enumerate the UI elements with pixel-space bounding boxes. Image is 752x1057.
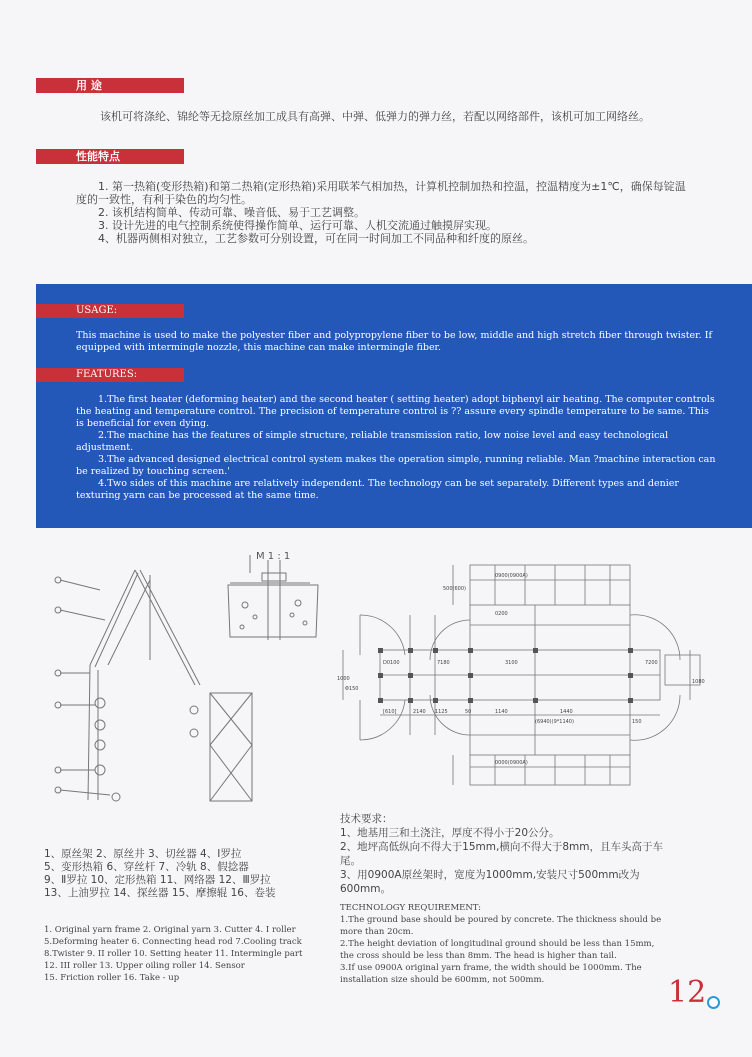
scale-label: M 1 : 1 xyxy=(256,551,291,562)
plan-label: 0000(0900A) xyxy=(495,760,528,766)
legend-en xyxy=(44,924,302,984)
plan-label: 0900(0900A) xyxy=(495,573,528,579)
floor-plan-diagram xyxy=(335,555,710,795)
plan-label: 1000 xyxy=(337,676,350,682)
legend-cn xyxy=(44,848,275,900)
plan-label: 7180 xyxy=(437,660,450,666)
feature-cn-2: 2. 该机结构简单、传动可靠、噪音低、易于工艺调整。 xyxy=(98,206,365,219)
tech-en-title: TECHNOLOGY REQUIREMENT: xyxy=(340,903,482,913)
plan-label: [610] xyxy=(383,709,397,715)
legend-en-line: 1. Original yarn frame 2. Original yarn 3. Cutter 4. I roller xyxy=(44,925,296,935)
feature-cn-3: 3. 设计先进的电气控制系统使得操作简单、运行可靠、人机交流通过触摸屏实现。 xyxy=(98,219,497,232)
features-header-cn: 性能特点 xyxy=(36,149,184,164)
plan-label: 1080 xyxy=(692,679,705,685)
tech-requirement-en xyxy=(340,902,670,986)
plan-label: 500(600) xyxy=(443,586,466,592)
feature-en-1: 1.The first heater (deforming heater) and the second heater ( setting heater) adopt biphenyl air heating. The computer controls the heating and temperature control. The precision of temperature control is ?? assure every spindle temperature to be same. This is beneficial for even dying. xyxy=(76,394,715,429)
plan-label: 1125 xyxy=(435,709,448,715)
usage-text-en: This machine is used to make the polyester fiber and polypropylene fiber to be low, middle and high stretch fiber through twister. If equipped with intermingle nozzle, this machine can make intermingle fiber. xyxy=(76,330,712,353)
legend-cn-line: 5、变形热箱 6、穿丝杆 7、冷轨 8、假捻器 xyxy=(44,861,249,873)
features-list-en xyxy=(76,394,716,502)
legend-en-line: 8.Twister 9. II roller 10. Setting heater 11. Intermingle part xyxy=(44,949,303,959)
features-list-cn xyxy=(76,180,686,245)
tech-en-item: 1.The ground base should be poured by concrete. The thickness should be more than 20cm. xyxy=(340,915,662,937)
tech-en-item: 2.The height deviation of longitudinal ground should be less than 15mm, the cross should be less than 8mm. The head is higher than tail. xyxy=(340,939,655,961)
usage-header-cn: 用 途 xyxy=(36,78,184,93)
plan-label: 7200 xyxy=(645,660,658,666)
usage-header-en: USAGE: xyxy=(36,304,184,318)
page-dot-icon xyxy=(707,996,720,1009)
tech-en-item: 3.If use 0900A original yarn frame, the width should be 1000mm. The installation size should be 600mm, not 500mm. xyxy=(340,963,642,985)
tech-requirement-cn xyxy=(340,812,670,896)
plan-label: 0200 xyxy=(495,611,508,617)
feature-cn-4: 4、机器两侧相对独立，工艺参数可分别设置，可在同一时间加工不同品种和纤度的原丝。 xyxy=(98,232,534,245)
plan-label: 1140 xyxy=(495,709,508,715)
plan-label: 1440 xyxy=(560,709,573,715)
feature-en-3: 3.The advanced designed electrical control system makes the operation simple, running reliable. Man ?machine interaction can be realized by touching screen.' xyxy=(76,454,716,477)
tech-cn-title: 技术要求： xyxy=(340,813,393,825)
legend-en-line: 12. III roller 13. Upper oiling roller 14. Sensor xyxy=(44,961,245,971)
legend-cn-line: 13、上油罗拉 14、探丝器 15、摩擦辊 16、卷装 xyxy=(44,887,276,899)
tech-cn-item: 2、地坪高低纵向不得大于15mm,横向不得大于8mm，且车头高于车尾。 xyxy=(340,841,663,867)
plan-label: 2140 xyxy=(413,709,426,715)
feature-cn-1: 1. 第一热箱(变形热箱)和第二热箱(定形热箱)采用联苯气相加热，计算机控制加热和控温，控温精度为±1℃，确保每锭温度的一致性，有利于染色的均匀性。 xyxy=(76,180,686,206)
side-elevation-diagram xyxy=(50,545,330,815)
page-number: 12 xyxy=(668,975,707,1010)
plan-label: 3100 xyxy=(505,660,518,666)
legend-en-line: 5.Deforming heater 6. Connecting head rod 7.Cooling track xyxy=(44,937,302,947)
legend-cn-line: 1、原丝架 2、原丝井 3、切丝器 4、Ⅰ罗拉 xyxy=(44,848,242,860)
plan-label: 150 xyxy=(632,719,642,725)
features-header-en: FEATURES: xyxy=(36,368,184,382)
english-section xyxy=(36,284,752,528)
plan-label: Φ150 xyxy=(345,686,359,692)
plan-label: (6940)(9*1140) xyxy=(535,719,574,725)
tech-cn-item: 3、用0900A原丝架时，宽度为1000mm,安装尺寸500mm改为600mm。 xyxy=(340,869,640,895)
tech-cn-item: 1、地基用三和土浇注，厚度不得小于20公分。 xyxy=(340,827,560,839)
plan-label: 50 xyxy=(465,709,472,715)
legend-en-line: 15. Friction roller 16. Take - up xyxy=(44,973,180,983)
plan-label: D0100 xyxy=(383,660,400,666)
feature-en-4: 4.Two sides of this machine are relatively independent. The technology can be set separately. Different types and denier texturing yarn can be processed at the same time. xyxy=(76,478,679,501)
legend-cn-line: 9、Ⅱ罗拉 10、定形热箱 11、网络器 12、Ⅲ罗拉 xyxy=(44,874,271,886)
feature-en-2: 2.The machine has the features of simple structure, reliable transmission ratio, low noise level and easy technological adjustment. xyxy=(76,430,669,453)
usage-text-cn: 该机可将涤纶、锦纶等无捻原丝加工成具有高弹、中弹、低弹力的弹力丝，若配以网络部件，该机可加工网络丝。 xyxy=(100,110,650,123)
